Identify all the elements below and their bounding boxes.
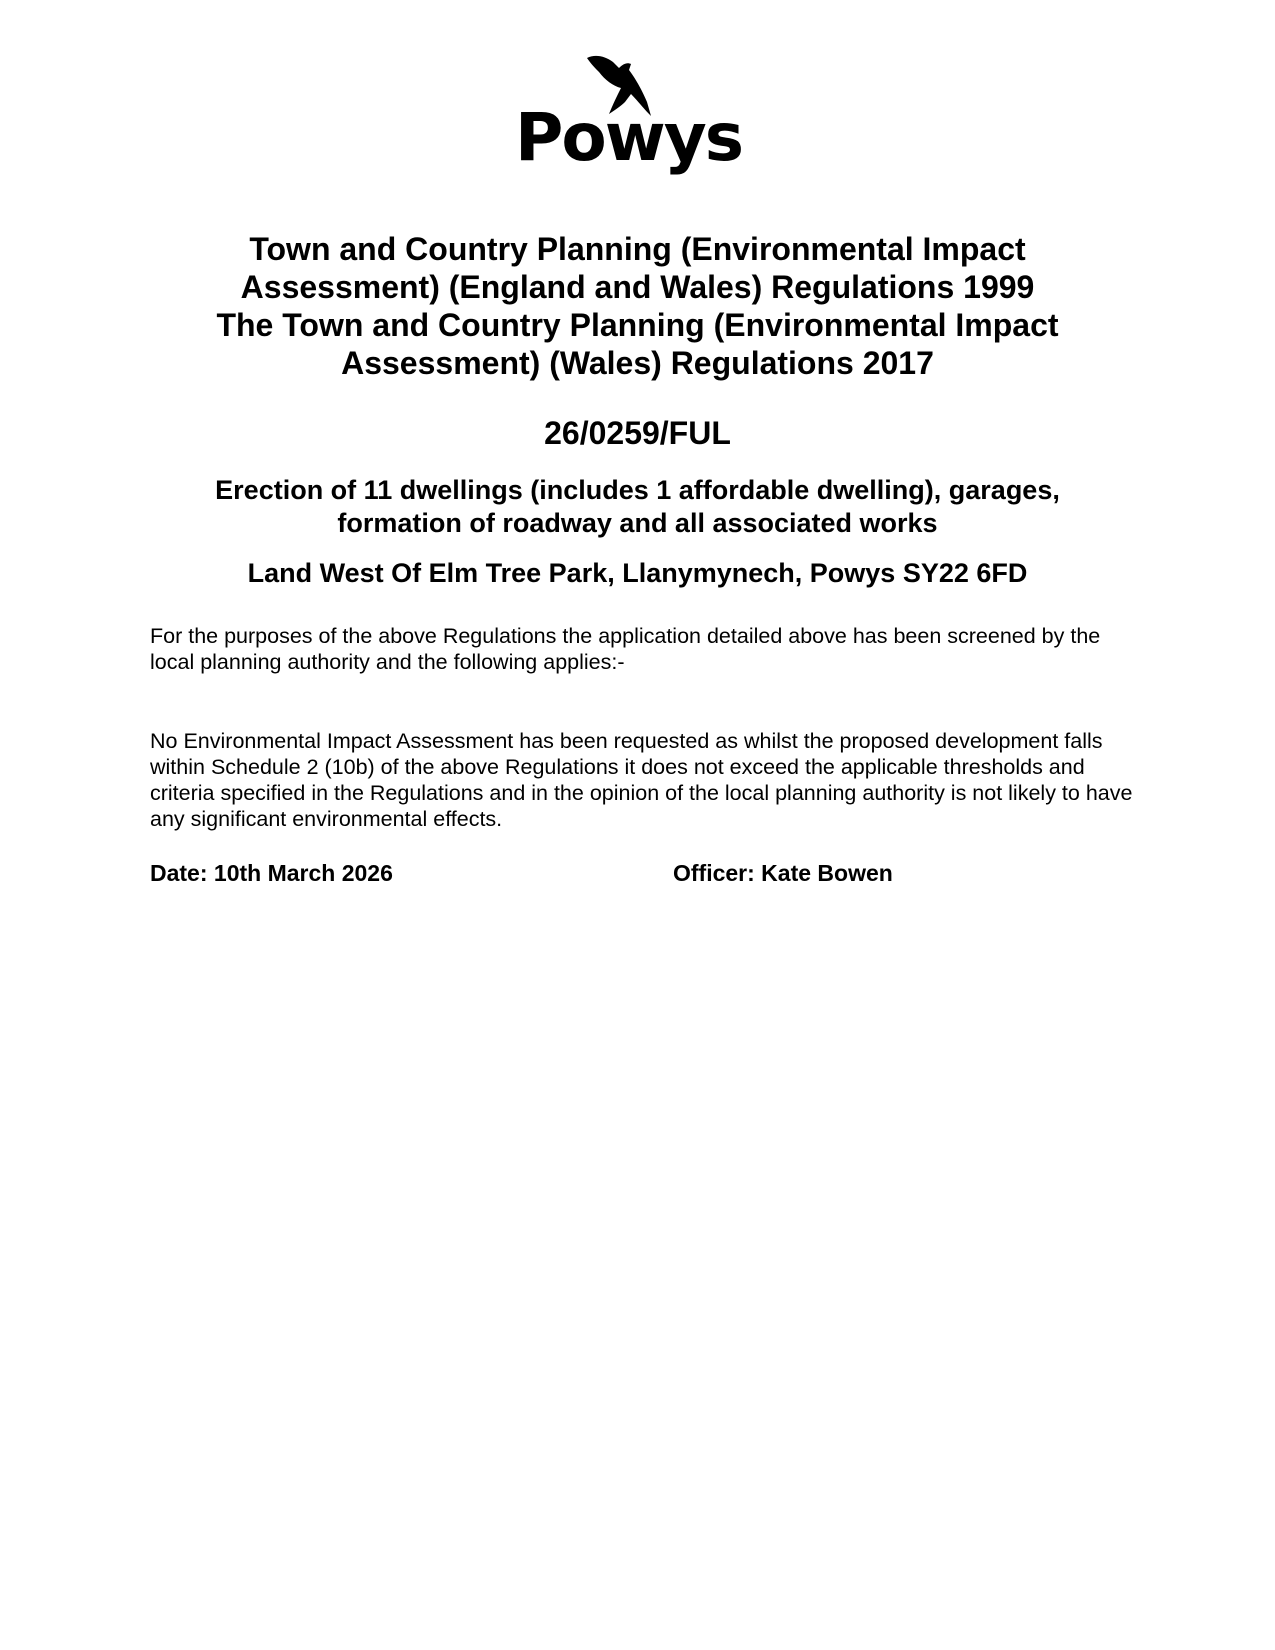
regulations-title — [150, 230, 1125, 382]
title-line: Assessment) (England and Wales) Regulations 1999 — [240, 269, 1035, 305]
proposal-line: Erection of 11 dwellings (includes 1 affordable dwelling), garages, — [215, 475, 1060, 505]
title-line: The Town and Country Planning (Environmental Impact — [216, 307, 1059, 343]
application-reference: 26/0259/FUL — [544, 415, 731, 451]
title-line: Town and Country Planning (Environmental Impact — [249, 231, 1026, 267]
screening-intro-paragraph: For the purposes of the above Regulations the application detailed above has been screened by the local planning authority and the following applies:- — [150, 624, 1101, 674]
decision-date: Date: 10th March 2026 — [150, 860, 393, 886]
title-line: Assessment) (Wales) Regulations 2017 — [341, 345, 934, 381]
powys-logo — [515, 50, 742, 180]
site-address: Land West Of Elm Tree Park, Llanymynech, Powys SY22 6FD — [247, 558, 1028, 588]
proposal-line: formation of roadway and all associated works — [337, 508, 938, 538]
proposal-description — [150, 474, 1125, 540]
screening-decision-paragraph: No Environmental Impact Assessment has been requested as whilst the proposed development falls within Schedule 2 (10b) of the above Regulations it does not exceed the applicable thresholds and criteria specified in the Regulations and in the opinion of the local planning authority is not likely to have any significant environmental effects. — [150, 729, 1133, 831]
case-officer: Officer: Kate Bowen — [673, 860, 893, 886]
logo-wordmark: Powys — [515, 99, 742, 176]
